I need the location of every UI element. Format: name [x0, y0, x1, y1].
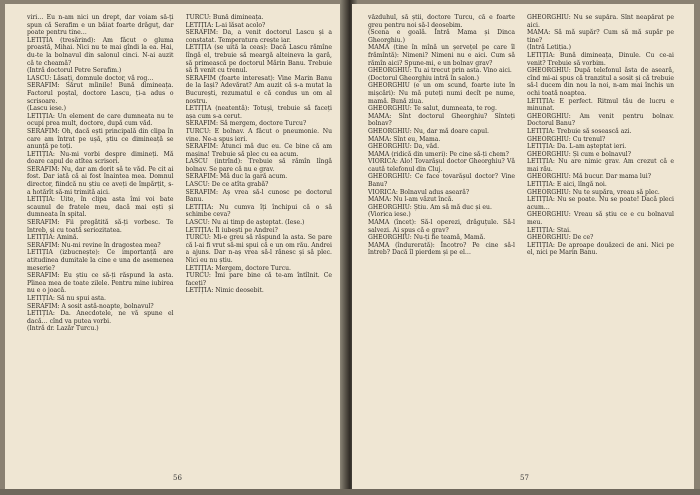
text-paragraph: MAMA: Sînt eu, Mama.: [368, 135, 441, 143]
text-paragraph: LETIȚIA: Nu se poate. Nu se poate! Dacă pleci acum…: [527, 196, 674, 211]
left-page: [5, 4, 346, 490]
text-paragraph: (Intră dr. Lazăr Turcu.): [27, 325, 99, 333]
text-paragraph: GHEORGHIU: Te salut, dumneata, te rog.: [368, 105, 497, 113]
left-page-column-1: [27, 14, 174, 466]
text-paragraph: LETIȚIA: Trebuie să sosească azi.: [527, 127, 632, 135]
text-paragraph: LETIȚIA: Îl iubești pe Andrei?: [185, 226, 278, 234]
text-paragraph: GHEORGHIU: Știu. Am să mă duc și eu.: [368, 203, 492, 211]
text-paragraph: LASCU: De ce atîta grabă?: [185, 181, 269, 189]
book-edge: [0, 489, 700, 495]
text-paragraph: LETIȚIA: Stai.: [527, 226, 571, 234]
text-paragraph: TURCU: Bună dimineața.: [185, 14, 264, 21]
text-paragraph: (Lascu iese.): [27, 105, 67, 113]
text-paragraph: TURCU: Mi-e greu să răspund la asta. Se pare că l-ai fi vrut să-mi spui că e un om rău. Andrei a ajuns. Dar n-aș vrea să-l rănesc și să plec. Nici eu nu știu.: [185, 234, 332, 264]
text-paragraph: LETIȚIA: Nimic deosebit.: [185, 287, 264, 295]
text-paragraph: LETIȚIA: Mergem, doctore Turcu.: [185, 264, 291, 272]
text-paragraph: LETIȚIA (tresărind): Am făcut o gluma proastă, Mihai. Nici nu te mai gîndi la ea. Hai, du-te la bolnavul din salonul cinci. N-ai auzit că te cheamă?: [27, 36, 174, 67]
text-paragraph: LETIȚIA (se uită la ceas): Dacă Lascu rămîne lîngă el, trebuie să meargă alteineva la gară, să primească pe doctorul Mărin Banu. Trebuie să fi venit cu trenul.: [185, 44, 332, 75]
text-paragraph: SERAFIM: Să mergem, doctore Turcu?: [185, 120, 307, 128]
text-paragraph: LETIȚIA: E aici, lîngă noi.: [527, 181, 607, 189]
right-page-column-2: [527, 14, 674, 466]
text-paragraph: MAMA (ridică din umeri): Pe cine să-ți chem?: [368, 150, 509, 158]
text-paragraph: (Intră doctorul Petre Serafim.): [27, 67, 122, 75]
text-paragraph: GHEORGHIU: Ce face tovarășul doctor? Vine Banu?: [368, 173, 515, 189]
text-paragraph: SERAFIM: Da, a venit doctorul Lascu și a constatat. Temperatura crește iar.: [185, 29, 332, 44]
text-paragraph: SERAFIM: Aș vrea să-l cunosc pe doctorul Banu.: [185, 188, 332, 204]
text-paragraph: GHEORGHIU: Nu-ți fie teamă, Mamă.: [368, 234, 486, 242]
text-paragraph: SERAFIM: Eu știu ce să-ți răspund la asta. Pîinea mea de toate zilele. Pentru mine iubirea nu e o joacă.: [27, 272, 174, 295]
text-paragraph: MAMA (încet): Să-l operezi, drăguțule. Să-l salvezi. Ai spus că e grav?: [368, 219, 515, 234]
text-paragraph: MAMA (îndurerată): Încotro? Pe cine să-l întreb? Dacă îl pierdem și pe el…: [368, 241, 515, 257]
text-paragraph: GHEORGHIU: Nu te supăra, vreau să plec.: [527, 188, 660, 196]
text-paragraph: LETIȚIA: De aproape douăzeci de ani. Nici pe el, nici pe Marin Banu.: [527, 241, 674, 257]
text-paragraph: (Intră Letiția.): [527, 44, 572, 52]
text-paragraph: VIORICA: Alo! Tovarășul doctor Gheorghiu? Vă caută telefonul din Cluj.: [368, 158, 515, 173]
text-paragraph: SERAFIM: Mă duc la gară acum.: [185, 173, 288, 181]
text-paragraph: GHEORGHIU: După telefonul ăsta de aseară, cînd mi-ai spus că tranzitul a sosit și că trebuie să-l ducem din nou la noi, n-am mai închis un ochi toată noaptea.: [527, 67, 674, 97]
text-paragraph: LASCU: Lăsați, domnule doctor, vă rog…: [27, 74, 154, 82]
text-paragraph: LETIȚIA: Da. Anecdotele, ne vă spune el dacă… cînd va putea vorbi.: [27, 310, 174, 325]
right-page-column-1: [368, 14, 515, 466]
text-paragraph: GHEORGHIU: Da, văd.: [368, 143, 440, 151]
page-number: 56: [173, 474, 182, 482]
text-paragraph: LETIȚIA: Bună dimineața, Dinule. Cu ce-ai venit? Trebuie să vorbim.: [527, 51, 674, 67]
text-paragraph: GHEORGHIU: Tu ai trecut prin asta. Vino aici.: [368, 67, 512, 75]
text-paragraph: văzduhul, să știi, doctore Turcu, că e foarte greu pentru noi să-l deosebim.: [368, 14, 515, 29]
text-paragraph: MAMA: Să mă supăr? Cum să mă supăr pe tine?: [527, 29, 674, 44]
text-paragraph: LETIȚIA: Da. L-am așteptat ieri.: [527, 143, 627, 151]
page-number: 57: [520, 474, 529, 482]
text-paragraph: LETIȚIA: Nu-mi vorbi despre dimineți. Mă doare capul de atîtea scrisori.: [27, 150, 174, 166]
text-paragraph: LETIȚIA: Nu are nimic grav. Am crezut că e mai rău.: [527, 158, 674, 173]
text-paragraph: GHEORGHIU: Nu se supăra. Sînt neapărat pe aici.: [527, 14, 674, 29]
text-paragraph: MAMA (tine în mînă un șervețel pe care îl frămîntă): Nimeni? Nimeni nu e aici. Cum să rămîn aici? Spune-mi, e un bolnav grav?: [368, 44, 515, 67]
left-page-column-2: [186, 14, 333, 466]
text-paragraph: GHEORGHIU: Mă bucur. Dar mama lui?: [527, 173, 652, 181]
text-paragraph: GHEORGHIU (e un om scund, foarte iute în mișcări): Nu mă puteți numi decît pe nume, mamă. Bună ziua.: [368, 82, 515, 105]
text-paragraph: LETIȚIA (neatentă): Totuși, trebuie să faceți așa cum s-a cerut.: [185, 105, 332, 120]
text-paragraph: SERAFIM: Atunci mă duc eu. Ce bine că am mașina! Trebuie să plec cu ea acum.: [185, 143, 332, 158]
text-paragraph: viri… Eu n-am nici un drept, dar voiam să-ți spun că Serafim e un băiat foarte drăguț, dar poate pentru tine…: [27, 14, 174, 37]
text-paragraph: MAMA: Nu l-am văzut încă.: [368, 196, 454, 204]
text-paragraph: LETIȚIA: Uite, în clipa asta îmi voi bate scaunul de fratele meu, dacă mai ești și dumneata în spital.: [27, 196, 174, 219]
text-paragraph: SERAFIM: Nu-mi revine în dragostea mea?: [27, 241, 161, 249]
right-page: [352, 4, 694, 490]
text-paragraph: SERAFIM: Fii pregătită să-ți vorbesc. Te întreb, și cu toată seriozitatea.: [27, 219, 174, 234]
text-paragraph: MAMA: Sînt doctorul Gheorghiu? Sînteți bolnav?: [368, 112, 515, 128]
text-paragraph: LETIȚIA: E perfect. Ritmul tău de lucru e minunat.: [527, 97, 674, 113]
text-paragraph: LETIȚIA (izbucnește): Ce importanță are atitudinea dumitale la cine e una de asemenea meserie?: [27, 249, 174, 272]
text-paragraph: SERAFIM: Sărut mîinile! Bună dimineața. Factorul poștal, doctore Lascu, ți-a adus o scrisoare.: [27, 82, 174, 105]
text-paragraph: GHEORGHIU: Nu, dar mă doare capul.: [368, 127, 489, 135]
text-paragraph: LETIȚIA: Nu cumva îți închipui că o să schimbe ceva?: [185, 203, 332, 219]
text-paragraph: (Viorica iese.): [368, 211, 411, 219]
text-paragraph: LETIȚIA: Un element de care dumneata nu te ocupi prea mult, doctore, după cum văd.: [27, 112, 174, 128]
text-paragraph: LETIȚIA: Amină.: [27, 234, 79, 242]
text-paragraph: GHEORGHIU: De ce?: [527, 234, 594, 242]
text-paragraph: LASCU: Nu ai timp de așteptat. (Iese.): [185, 219, 305, 227]
text-paragraph: LASCU (intrînd): Trebuie să rămîn lîngă bolnav. Se pare că nu e grav.: [185, 158, 332, 173]
text-paragraph: VIORICA: Bolnavul adus aseară?: [368, 188, 470, 196]
text-paragraph: GHEORGHIU: Am venit pentru bolnav. Doctorul Banu?: [527, 112, 674, 128]
text-paragraph: GHEORGHIU: Vreau să știu ce e cu bolnavul meu.: [527, 211, 674, 227]
text-paragraph: SERAFIM (foarte interesat): Vine Marin Banu de la Iași? Adevărat? Am auzit că s-a mutat la București, rezumatul e că condus un om al nostru.: [185, 74, 332, 105]
text-paragraph: GHEORGHIU: Cu trenul?: [527, 135, 606, 143]
text-paragraph: SERAFIM: A sosit astă-noapte, bolnavul?: [27, 302, 154, 310]
text-paragraph: (Doctorul Gheorghiu intră în salon.): [368, 74, 480, 82]
text-paragraph: SERAFIM: Oh, dacă ești principală din clipa în care am întrat pe ușă, știu ce dimineață se anunță pe toți.: [27, 127, 174, 151]
text-paragraph: GHEORGHIU: Și cum e bolnavul?: [527, 150, 632, 158]
text-paragraph: SERAFIM: Nu, dar am dorit să te văd. Pe cit ai fost. Dar iată că ai fost înaintea mea. Domnul director, fiindcă nu știu ce aveți de împărțit, s-a hotărît să-mi trimită aici.: [27, 165, 174, 196]
text-paragraph: LETIȚIA: Să nu spui asta.: [27, 294, 106, 302]
text-paragraph: LETIȚIA: L-ai lăsat acolo?: [185, 21, 266, 29]
text-paragraph: TURCU: E bolnav. A făcut o pneumonie. Nu vine. Ne-a spus ieri.: [185, 127, 332, 143]
text-paragraph: TURCU: Îmi pare bine că te-am întîlnit. Ce faceți?: [185, 272, 332, 287]
text-paragraph: (Scena e goală. Întră Mama și Dinca Gheorghiu.): [368, 29, 515, 44]
